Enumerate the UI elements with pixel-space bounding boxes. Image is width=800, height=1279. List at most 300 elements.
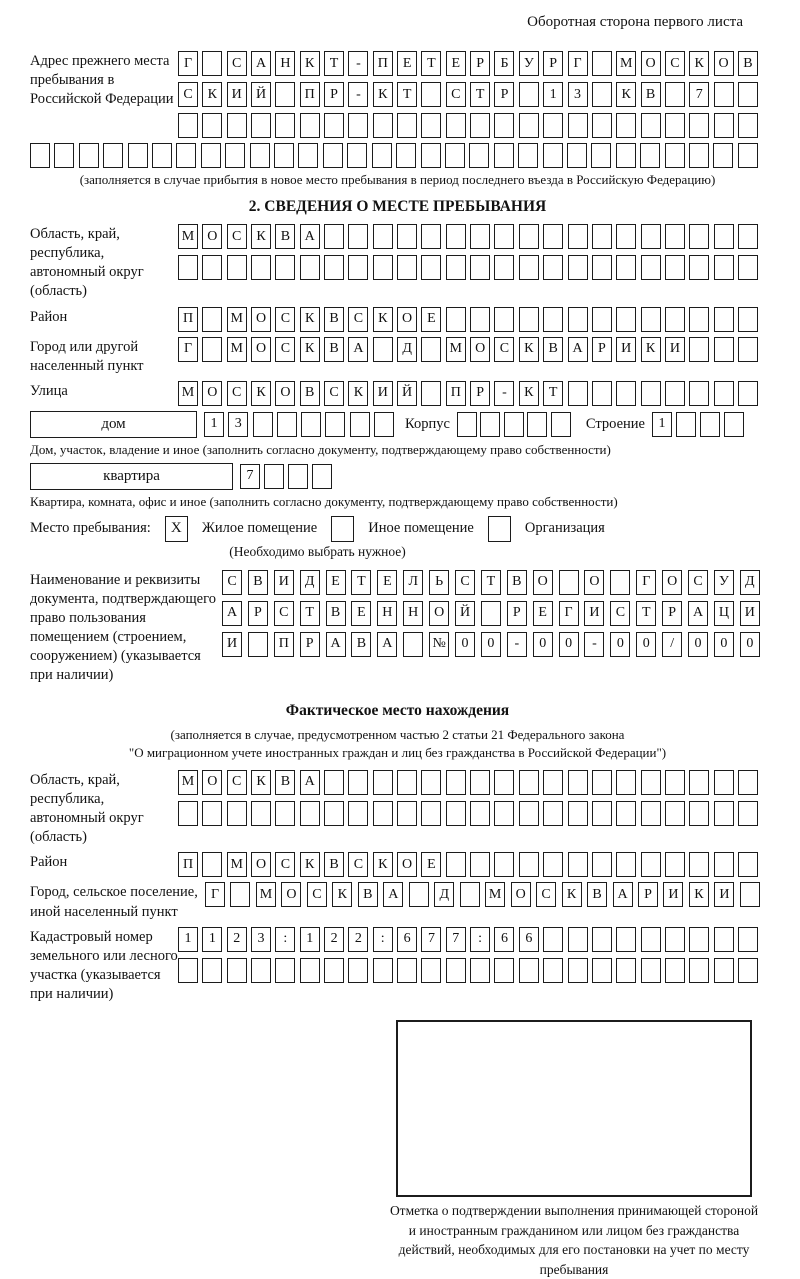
char-cell[interactable]: [30, 143, 50, 168]
char-cell[interactable]: С: [688, 570, 708, 595]
char-cell[interactable]: У: [519, 51, 539, 76]
char-cell[interactable]: [494, 958, 514, 983]
apartment-box[interactable]: квартира: [30, 463, 233, 490]
char-cell[interactable]: [592, 801, 612, 826]
char-cell[interactable]: [543, 224, 563, 249]
char-cell[interactable]: [348, 770, 368, 795]
char-cell[interactable]: [689, 143, 709, 168]
char-cell[interactable]: [592, 958, 612, 983]
char-cell[interactable]: [348, 255, 368, 280]
char-cell[interactable]: 0: [559, 632, 579, 657]
char-cell[interactable]: [480, 412, 500, 437]
char-cell[interactable]: Р: [507, 601, 527, 626]
char-cell[interactable]: [676, 412, 696, 437]
char-cell[interactable]: [397, 801, 417, 826]
char-cell[interactable]: [616, 307, 636, 332]
char-cell[interactable]: [470, 770, 490, 795]
char-cell[interactable]: М: [178, 381, 198, 406]
char-cell[interactable]: [275, 958, 295, 983]
char-cell[interactable]: [665, 255, 685, 280]
char-cell[interactable]: [409, 882, 429, 907]
char-cell[interactable]: [421, 113, 441, 138]
char-cell[interactable]: М: [446, 337, 466, 362]
char-cell[interactable]: [738, 958, 758, 983]
char-cell[interactable]: И: [227, 82, 247, 107]
char-cell[interactable]: О: [275, 381, 295, 406]
char-cell[interactable]: С: [222, 570, 242, 595]
char-cell[interactable]: К: [689, 51, 709, 76]
char-cell[interactable]: [446, 307, 466, 332]
char-cell[interactable]: 1: [300, 927, 320, 952]
char-cell[interactable]: [592, 852, 612, 877]
char-cell[interactable]: [592, 255, 612, 280]
char-cell[interactable]: [374, 412, 394, 437]
char-cell[interactable]: П: [300, 82, 320, 107]
char-cell[interactable]: [738, 381, 758, 406]
char-cell[interactable]: В: [587, 882, 607, 907]
char-cell[interactable]: [103, 143, 123, 168]
char-cell[interactable]: [543, 927, 563, 952]
char-cell[interactable]: [403, 632, 423, 657]
char-cell[interactable]: К: [332, 882, 352, 907]
char-cell[interactable]: [470, 958, 490, 983]
char-cell[interactable]: В: [507, 570, 527, 595]
char-cell[interactable]: А: [377, 632, 397, 657]
char-cell[interactable]: [421, 958, 441, 983]
char-cell[interactable]: [227, 255, 247, 280]
char-cell[interactable]: [567, 143, 587, 168]
char-cell[interactable]: [714, 113, 734, 138]
char-cell[interactable]: В: [324, 337, 344, 362]
char-cell[interactable]: Р: [300, 632, 320, 657]
char-cell[interactable]: [641, 307, 661, 332]
char-cell[interactable]: [470, 801, 490, 826]
char-cell[interactable]: [178, 113, 198, 138]
char-cell[interactable]: [665, 82, 685, 107]
char-cell[interactable]: 7: [689, 82, 709, 107]
char-cell[interactable]: 0: [740, 632, 760, 657]
char-cell[interactable]: Т: [324, 51, 344, 76]
char-cell[interactable]: [714, 927, 734, 952]
char-cell[interactable]: [641, 958, 661, 983]
char-cell[interactable]: 7: [421, 927, 441, 952]
char-cell[interactable]: -: [348, 82, 368, 107]
char-cell[interactable]: 7: [240, 464, 260, 489]
char-cell[interactable]: А: [300, 224, 320, 249]
char-cell[interactable]: [714, 770, 734, 795]
char-cell[interactable]: А: [251, 51, 271, 76]
char-cell[interactable]: А: [348, 337, 368, 362]
char-cell[interactable]: [275, 801, 295, 826]
char-cell[interactable]: [324, 958, 344, 983]
char-cell[interactable]: М: [485, 882, 505, 907]
char-cell[interactable]: С: [275, 852, 295, 877]
char-cell[interactable]: [227, 958, 247, 983]
char-cell[interactable]: [738, 307, 758, 332]
char-cell[interactable]: Г: [205, 882, 225, 907]
char-cell[interactable]: [665, 958, 685, 983]
char-cell[interactable]: [446, 852, 466, 877]
char-cell[interactable]: [616, 801, 636, 826]
char-cell[interactable]: [689, 113, 709, 138]
char-cell[interactable]: 6: [397, 927, 417, 952]
char-cell[interactable]: М: [178, 224, 198, 249]
char-cell[interactable]: [641, 852, 661, 877]
char-cell[interactable]: [543, 113, 563, 138]
char-cell[interactable]: [641, 927, 661, 952]
char-cell[interactable]: [446, 801, 466, 826]
char-cell[interactable]: А: [326, 632, 346, 657]
char-cell[interactable]: В: [275, 770, 295, 795]
char-cell[interactable]: [176, 143, 196, 168]
char-cell[interactable]: [494, 224, 514, 249]
char-cell[interactable]: О: [584, 570, 604, 595]
char-cell[interactable]: [251, 255, 271, 280]
char-cell[interactable]: О: [429, 601, 449, 626]
char-cell[interactable]: 1: [652, 412, 672, 437]
char-cell[interactable]: И: [740, 601, 760, 626]
char-cell[interactable]: [689, 337, 709, 362]
char-cell[interactable]: О: [511, 882, 531, 907]
char-cell[interactable]: К: [251, 770, 271, 795]
char-cell[interactable]: [248, 632, 268, 657]
char-cell[interactable]: [178, 958, 198, 983]
char-cell[interactable]: О: [397, 852, 417, 877]
char-cell[interactable]: [738, 143, 758, 168]
char-cell[interactable]: [592, 927, 612, 952]
char-cell[interactable]: С: [227, 381, 247, 406]
char-cell[interactable]: К: [300, 51, 320, 76]
char-cell[interactable]: М: [178, 770, 198, 795]
char-cell[interactable]: -: [494, 381, 514, 406]
char-cell[interactable]: [202, 801, 222, 826]
char-cell[interactable]: С: [348, 852, 368, 877]
char-cell[interactable]: В: [543, 337, 563, 362]
char-cell[interactable]: [543, 143, 563, 168]
char-cell[interactable]: [446, 113, 466, 138]
char-cell[interactable]: [641, 113, 661, 138]
char-cell[interactable]: [445, 143, 465, 168]
char-cell[interactable]: [79, 143, 99, 168]
char-cell[interactable]: [347, 143, 367, 168]
char-cell[interactable]: [714, 224, 734, 249]
char-cell[interactable]: 0: [455, 632, 475, 657]
char-cell[interactable]: О: [202, 224, 222, 249]
char-cell[interactable]: [519, 801, 539, 826]
char-cell[interactable]: [738, 770, 758, 795]
char-cell[interactable]: 6: [519, 927, 539, 952]
char-cell[interactable]: С: [348, 307, 368, 332]
char-cell[interactable]: [641, 381, 661, 406]
char-cell[interactable]: [227, 801, 247, 826]
char-cell[interactable]: К: [562, 882, 582, 907]
char-cell[interactable]: [323, 143, 343, 168]
char-cell[interactable]: [202, 337, 222, 362]
char-cell[interactable]: С: [324, 381, 344, 406]
char-cell[interactable]: О: [662, 570, 682, 595]
char-cell[interactable]: [568, 381, 588, 406]
char-cell[interactable]: П: [178, 307, 198, 332]
char-cell[interactable]: С: [610, 601, 630, 626]
char-cell[interactable]: [202, 51, 222, 76]
char-cell[interactable]: Р: [324, 82, 344, 107]
char-cell[interactable]: [714, 255, 734, 280]
char-cell[interactable]: [568, 224, 588, 249]
char-cell[interactable]: Е: [377, 570, 397, 595]
char-cell[interactable]: Р: [543, 51, 563, 76]
char-cell[interactable]: М: [616, 51, 636, 76]
char-cell[interactable]: [738, 113, 758, 138]
char-cell[interactable]: [251, 113, 271, 138]
char-cell[interactable]: [592, 82, 612, 107]
char-cell[interactable]: [665, 927, 685, 952]
char-cell[interactable]: К: [251, 381, 271, 406]
char-cell[interactable]: [227, 113, 247, 138]
char-cell[interactable]: М: [227, 337, 247, 362]
char-cell[interactable]: [373, 958, 393, 983]
char-cell[interactable]: [397, 224, 417, 249]
char-cell[interactable]: [350, 412, 370, 437]
char-cell[interactable]: [519, 113, 539, 138]
char-cell[interactable]: Г: [636, 570, 656, 595]
char-cell[interactable]: Г: [178, 337, 198, 362]
char-cell[interactable]: [665, 381, 685, 406]
char-cell[interactable]: К: [616, 82, 636, 107]
char-cell[interactable]: [568, 958, 588, 983]
char-cell[interactable]: [689, 307, 709, 332]
char-cell[interactable]: С: [307, 882, 327, 907]
char-cell[interactable]: О: [533, 570, 553, 595]
char-cell[interactable]: В: [324, 852, 344, 877]
char-cell[interactable]: [178, 255, 198, 280]
char-cell[interactable]: В: [324, 307, 344, 332]
char-cell[interactable]: [421, 801, 441, 826]
char-cell[interactable]: [527, 412, 547, 437]
char-cell[interactable]: Й: [397, 381, 417, 406]
char-cell[interactable]: Й: [455, 601, 475, 626]
char-cell[interactable]: [665, 224, 685, 249]
char-cell[interactable]: [470, 224, 490, 249]
char-cell[interactable]: [738, 224, 758, 249]
char-cell[interactable]: Е: [351, 601, 371, 626]
char-cell[interactable]: Ь: [429, 570, 449, 595]
char-cell[interactable]: [397, 958, 417, 983]
char-cell[interactable]: С: [227, 770, 247, 795]
char-cell[interactable]: [616, 143, 636, 168]
char-cell[interactable]: [738, 801, 758, 826]
char-cell[interactable]: [592, 224, 612, 249]
char-cell[interactable]: 0: [481, 632, 501, 657]
char-cell[interactable]: [470, 852, 490, 877]
char-cell[interactable]: [373, 770, 393, 795]
char-cell[interactable]: [543, 255, 563, 280]
char-cell[interactable]: В: [738, 51, 758, 76]
char-cell[interactable]: [592, 770, 612, 795]
char-cell[interactable]: [689, 927, 709, 952]
char-cell[interactable]: Б: [494, 51, 514, 76]
organization-checkbox[interactable]: [488, 516, 511, 542]
char-cell[interactable]: [494, 143, 514, 168]
char-cell[interactable]: 2: [227, 927, 247, 952]
char-cell[interactable]: [152, 143, 172, 168]
char-cell[interactable]: [324, 224, 344, 249]
char-cell[interactable]: [714, 307, 734, 332]
char-cell[interactable]: М: [256, 882, 276, 907]
char-cell[interactable]: [641, 255, 661, 280]
char-cell[interactable]: [551, 412, 571, 437]
char-cell[interactable]: [494, 255, 514, 280]
char-cell[interactable]: [250, 143, 270, 168]
char-cell[interactable]: [689, 801, 709, 826]
char-cell[interactable]: С: [275, 337, 295, 362]
char-cell[interactable]: [543, 852, 563, 877]
char-cell[interactable]: Т: [397, 82, 417, 107]
char-cell[interactable]: [457, 412, 477, 437]
char-cell[interactable]: [446, 958, 466, 983]
char-cell[interactable]: С: [494, 337, 514, 362]
char-cell[interactable]: [689, 224, 709, 249]
char-cell[interactable]: [230, 882, 250, 907]
char-cell[interactable]: 1: [543, 82, 563, 107]
char-cell[interactable]: [616, 255, 636, 280]
char-cell[interactable]: [253, 412, 273, 437]
char-cell[interactable]: И: [373, 381, 393, 406]
char-cell[interactable]: [421, 82, 441, 107]
char-cell[interactable]: [300, 958, 320, 983]
char-cell[interactable]: [470, 307, 490, 332]
char-cell[interactable]: В: [248, 570, 268, 595]
residential-checkbox[interactable]: X: [165, 516, 188, 542]
char-cell[interactable]: И: [584, 601, 604, 626]
char-cell[interactable]: [202, 852, 222, 877]
char-cell[interactable]: [300, 801, 320, 826]
char-cell[interactable]: [504, 412, 524, 437]
char-cell[interactable]: Р: [470, 51, 490, 76]
char-cell[interactable]: [300, 113, 320, 138]
char-cell[interactable]: 1: [204, 412, 224, 437]
char-cell[interactable]: [616, 852, 636, 877]
char-cell[interactable]: К: [300, 852, 320, 877]
char-cell[interactable]: [724, 412, 744, 437]
char-cell[interactable]: 2: [324, 927, 344, 952]
char-cell[interactable]: [397, 255, 417, 280]
char-cell[interactable]: [348, 801, 368, 826]
char-cell[interactable]: [641, 770, 661, 795]
char-cell[interactable]: И: [663, 882, 683, 907]
char-cell[interactable]: 1: [202, 927, 222, 952]
char-cell[interactable]: Т: [543, 381, 563, 406]
char-cell[interactable]: К: [689, 882, 709, 907]
char-cell[interactable]: 2: [348, 927, 368, 952]
char-cell[interactable]: [373, 337, 393, 362]
char-cell[interactable]: [568, 801, 588, 826]
char-cell[interactable]: [348, 224, 368, 249]
char-cell[interactable]: О: [251, 307, 271, 332]
char-cell[interactable]: О: [202, 381, 222, 406]
char-cell[interactable]: К: [202, 82, 222, 107]
char-cell[interactable]: [592, 307, 612, 332]
char-cell[interactable]: [275, 113, 295, 138]
char-cell[interactable]: 1: [178, 927, 198, 952]
char-cell[interactable]: А: [568, 337, 588, 362]
char-cell[interactable]: [201, 143, 221, 168]
char-cell[interactable]: К: [373, 82, 393, 107]
char-cell[interactable]: [251, 958, 271, 983]
char-cell[interactable]: [616, 113, 636, 138]
char-cell[interactable]: 0: [610, 632, 630, 657]
char-cell[interactable]: [689, 958, 709, 983]
char-cell[interactable]: [324, 770, 344, 795]
char-cell[interactable]: Д: [740, 570, 760, 595]
char-cell[interactable]: [616, 770, 636, 795]
char-cell[interactable]: Ц: [714, 601, 734, 626]
char-cell[interactable]: О: [281, 882, 301, 907]
char-cell[interactable]: О: [470, 337, 490, 362]
char-cell[interactable]: А: [222, 601, 242, 626]
char-cell[interactable]: Е: [397, 51, 417, 76]
char-cell[interactable]: [494, 770, 514, 795]
char-cell[interactable]: [421, 224, 441, 249]
char-cell[interactable]: [373, 801, 393, 826]
char-cell[interactable]: К: [300, 337, 320, 362]
char-cell[interactable]: [689, 770, 709, 795]
char-cell[interactable]: [519, 852, 539, 877]
char-cell[interactable]: [665, 852, 685, 877]
char-cell[interactable]: К: [641, 337, 661, 362]
char-cell[interactable]: [665, 801, 685, 826]
char-cell[interactable]: [738, 82, 758, 107]
char-cell[interactable]: [128, 143, 148, 168]
char-cell[interactable]: [324, 113, 344, 138]
char-cell[interactable]: Е: [326, 570, 346, 595]
char-cell[interactable]: [543, 801, 563, 826]
char-cell[interactable]: О: [641, 51, 661, 76]
char-cell[interactable]: [616, 927, 636, 952]
char-cell[interactable]: [568, 770, 588, 795]
char-cell[interactable]: [519, 307, 539, 332]
char-cell[interactable]: С: [446, 82, 466, 107]
char-cell[interactable]: [616, 381, 636, 406]
char-cell[interactable]: [592, 381, 612, 406]
char-cell[interactable]: Д: [434, 882, 454, 907]
char-cell[interactable]: [592, 113, 612, 138]
char-cell[interactable]: А: [300, 770, 320, 795]
char-cell[interactable]: [300, 255, 320, 280]
char-cell[interactable]: И: [222, 632, 242, 657]
char-cell[interactable]: [202, 958, 222, 983]
char-cell[interactable]: 3: [228, 412, 248, 437]
char-cell[interactable]: Е: [533, 601, 553, 626]
char-cell[interactable]: Р: [470, 381, 490, 406]
char-cell[interactable]: [421, 255, 441, 280]
char-cell[interactable]: [202, 113, 222, 138]
char-cell[interactable]: И: [616, 337, 636, 362]
char-cell[interactable]: Р: [592, 337, 612, 362]
char-cell[interactable]: [592, 51, 612, 76]
char-cell[interactable]: С: [275, 307, 295, 332]
char-cell[interactable]: Т: [421, 51, 441, 76]
char-cell[interactable]: [470, 255, 490, 280]
char-cell[interactable]: [568, 307, 588, 332]
char-cell[interactable]: [277, 412, 297, 437]
char-cell[interactable]: [202, 255, 222, 280]
char-cell[interactable]: [616, 958, 636, 983]
char-cell[interactable]: 6: [494, 927, 514, 952]
char-cell[interactable]: [665, 143, 685, 168]
char-cell[interactable]: [494, 852, 514, 877]
char-cell[interactable]: [568, 927, 588, 952]
char-cell[interactable]: [372, 143, 392, 168]
